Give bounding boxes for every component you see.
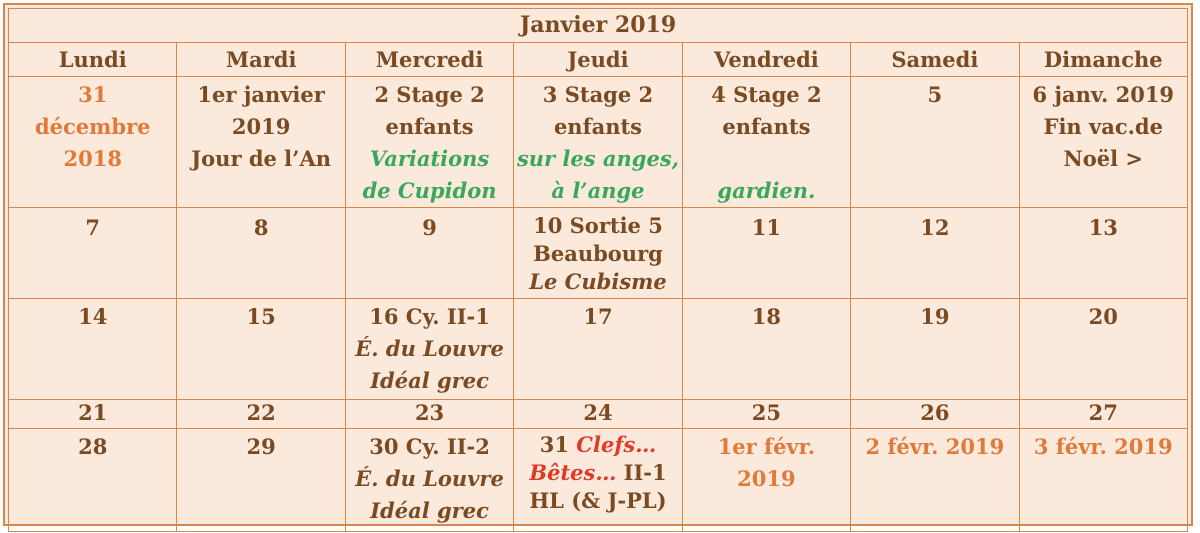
day-cell bbox=[345, 299, 513, 400]
day-cell bbox=[514, 400, 682, 429]
date-number: 26 bbox=[920, 400, 950, 425]
date-text: 2018 bbox=[63, 146, 122, 171]
day-cell bbox=[682, 77, 850, 208]
event-subtitle: Idéal grec bbox=[370, 368, 489, 393]
event-code: II-1 bbox=[623, 460, 667, 485]
date-number: 5 bbox=[927, 82, 943, 107]
day-cell bbox=[345, 208, 513, 299]
date-number: 28 bbox=[78, 434, 108, 459]
event-subtitle: Le Cubisme bbox=[529, 269, 667, 294]
day-cell bbox=[1019, 429, 1187, 532]
day-cell bbox=[514, 77, 682, 208]
date-number: 12 bbox=[920, 215, 950, 240]
date-number: 25 bbox=[751, 400, 782, 425]
event-title-red: Bêtes… bbox=[529, 460, 617, 485]
date-number: 31 bbox=[78, 82, 108, 107]
day-cell bbox=[682, 400, 850, 429]
event-line bbox=[514, 431, 681, 459]
event-text: 4 Stage 2 bbox=[711, 82, 822, 107]
event-subtitle: à l’ange bbox=[551, 178, 645, 203]
day-cell bbox=[9, 77, 177, 208]
event-text: HL (& J-PL) bbox=[529, 488, 667, 513]
event-text: 10 Sortie 5 bbox=[533, 213, 663, 238]
spacer bbox=[683, 143, 850, 175]
event-text: Beaubourg bbox=[533, 241, 663, 266]
date-text: 1er févr. bbox=[717, 434, 816, 459]
event-subtitle: Variations bbox=[369, 146, 490, 171]
date-text: 2 févr. 2019 bbox=[865, 434, 1005, 459]
event-subtitle: É. du Louvre bbox=[355, 466, 504, 491]
date-number: 29 bbox=[246, 434, 276, 459]
calendar-table bbox=[8, 8, 1188, 532]
event-text: enfants bbox=[553, 114, 642, 139]
date-text: décembre bbox=[34, 114, 151, 139]
date-text: 6 janv. 2019 bbox=[1032, 82, 1175, 107]
day-header-monday: Lundi bbox=[9, 43, 177, 77]
event-subtitle: É. du Louvre bbox=[355, 336, 504, 361]
date-number: 11 bbox=[751, 215, 782, 240]
day-cell bbox=[177, 400, 345, 429]
day-cell bbox=[345, 77, 513, 208]
date-number: 9 bbox=[422, 215, 437, 240]
date-text: 1er janvier bbox=[197, 82, 325, 107]
date-text: 2019 bbox=[737, 466, 796, 491]
date-number: 27 bbox=[1088, 400, 1118, 425]
date-number: 13 bbox=[1088, 215, 1118, 240]
calendar-title: Janvier 2019 bbox=[9, 9, 1188, 43]
event-text: enfants bbox=[385, 114, 474, 139]
date-text: 2019 bbox=[231, 114, 291, 139]
event-text: enfants bbox=[722, 114, 811, 139]
day-cell bbox=[514, 208, 682, 299]
date-number: 19 bbox=[920, 304, 950, 329]
day-cell bbox=[682, 208, 850, 299]
event-subtitle: gardien. bbox=[717, 178, 816, 203]
day-cell bbox=[514, 299, 682, 400]
day-cell bbox=[345, 429, 513, 532]
date-number: 15 bbox=[246, 304, 276, 329]
date-number: 22 bbox=[246, 400, 276, 425]
date-number: 18 bbox=[751, 304, 782, 329]
day-cell bbox=[851, 429, 1019, 532]
day-cell bbox=[682, 429, 850, 532]
date-number: 21 bbox=[78, 400, 108, 425]
day-cell bbox=[345, 400, 513, 429]
day-header-thursday: Jeudi bbox=[514, 43, 682, 77]
event-subtitle: Idéal grec bbox=[370, 498, 489, 523]
event-text: Fin vac.de bbox=[1043, 114, 1163, 139]
date-number: 17 bbox=[583, 304, 613, 329]
date-text: 3 févr. 2019 bbox=[1033, 434, 1173, 459]
event-text: 30 Cy. II-2 bbox=[369, 434, 490, 459]
day-header-sunday: Dimanche bbox=[1019, 43, 1187, 77]
day-cell bbox=[1019, 208, 1187, 299]
day-header-saturday: Samedi bbox=[851, 43, 1019, 77]
day-cell bbox=[177, 299, 345, 400]
day-cell bbox=[1019, 299, 1187, 400]
day-cell bbox=[1019, 77, 1187, 208]
day-cell bbox=[177, 77, 345, 208]
day-header-wednesday: Mercredi bbox=[345, 43, 513, 77]
date-number: 24 bbox=[583, 400, 613, 425]
day-cell bbox=[851, 77, 1019, 208]
event-text: 2 Stage 2 bbox=[374, 82, 485, 107]
event-text: 3 Stage 2 bbox=[542, 82, 654, 107]
day-cell bbox=[682, 299, 850, 400]
day-cell bbox=[9, 400, 177, 429]
event-text: 16 Cy. II-1 bbox=[369, 304, 490, 329]
event-text: Noël > bbox=[1063, 146, 1143, 171]
day-cell bbox=[177, 208, 345, 299]
event-subtitle: sur les anges, bbox=[516, 146, 679, 171]
event-line bbox=[514, 459, 681, 487]
day-cell bbox=[177, 429, 345, 532]
date-number: 31 bbox=[539, 432, 569, 457]
date-number: 7 bbox=[85, 215, 101, 240]
event-text: Jour de l’An bbox=[191, 146, 332, 171]
day-header-friday: Vendredi bbox=[682, 43, 850, 77]
day-cell bbox=[1019, 400, 1187, 429]
date-number: 20 bbox=[1088, 304, 1118, 329]
day-cell bbox=[9, 208, 177, 299]
day-header-tuesday: Mardi bbox=[177, 43, 345, 77]
day-cell bbox=[9, 429, 177, 532]
date-number: 8 bbox=[253, 215, 269, 240]
day-cell bbox=[851, 208, 1019, 299]
date-number: 14 bbox=[78, 304, 108, 329]
day-cell bbox=[9, 299, 177, 400]
day-cell bbox=[851, 400, 1019, 429]
event-subtitle: de Cupidon bbox=[362, 178, 497, 203]
day-cell bbox=[514, 429, 682, 532]
event-title-red: Clefs… bbox=[576, 432, 657, 457]
day-cell bbox=[851, 299, 1019, 400]
date-number: 23 bbox=[414, 400, 445, 425]
